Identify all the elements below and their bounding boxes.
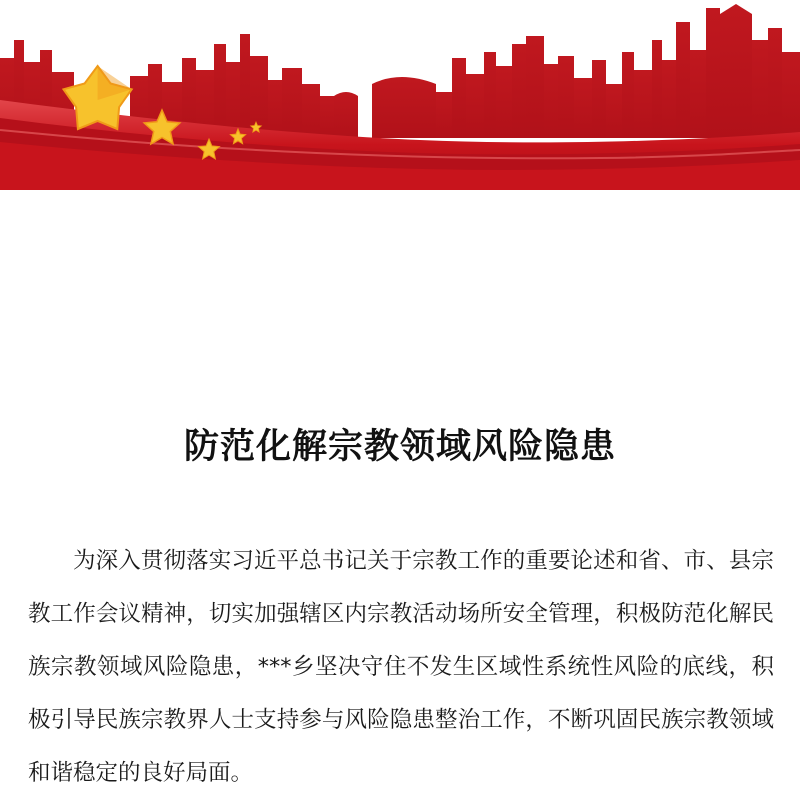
banner-graphic [0, 0, 800, 190]
article-title: 防范化解宗教领域风险隐患 [183, 426, 616, 468]
article-paragraph: 为深入贯彻落实习近平总书记关于宗教工作的重要论述和省、市、县宗教工作会议精神，切实加强辖区内宗教活动场所安全管理，积极防范化解民族宗教领域风险隐患，***乡坚决守住不发生区域性系统性风险的底线，积极引导民族宗教界人士支持参与风险隐患整治工作，不断巩固民族宗教领域和谐稳定的良好局面。 [28, 547, 774, 786]
header-banner [0, 0, 800, 190]
